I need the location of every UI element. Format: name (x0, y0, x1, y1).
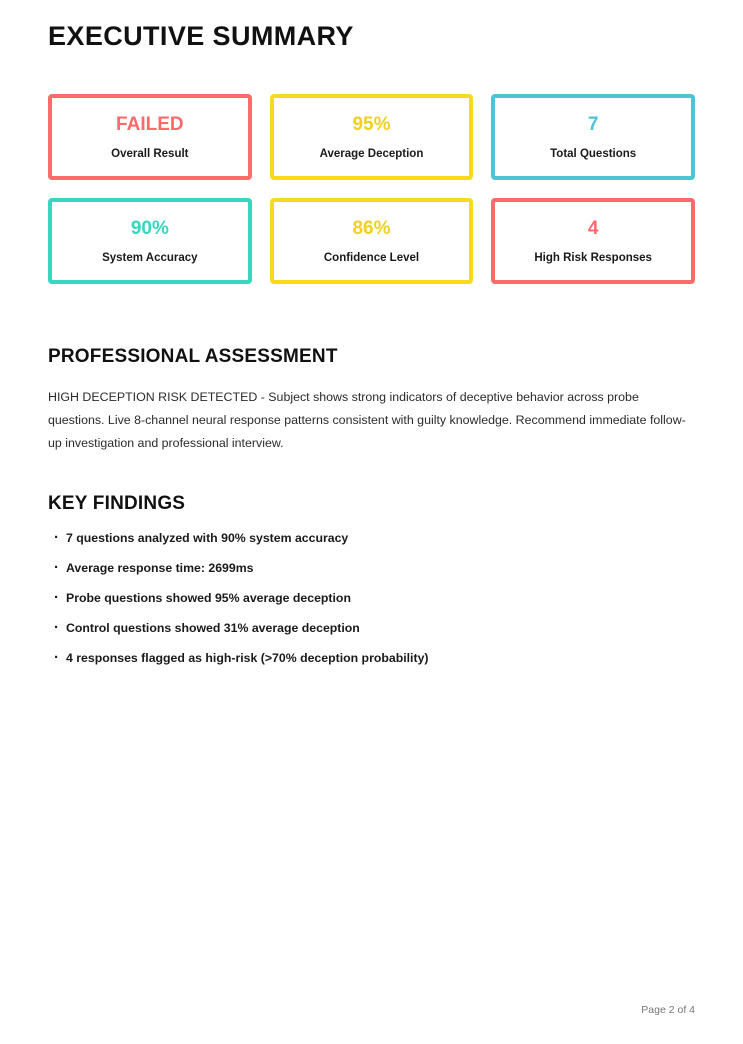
metric-label: High Risk Responses (534, 251, 652, 264)
metric-card-system-accuracy (48, 198, 252, 284)
metric-value: 4 (587, 217, 599, 239)
page-footer: Page 2 of 4 (641, 1004, 695, 1016)
key-findings-section (48, 493, 695, 665)
metric-label: Overall Result (111, 147, 189, 160)
assessment-body: HIGH DECEPTION RISK DETECTED - Subject shows strong indicators of deceptive behavior across probe questions. Live 8-channel neural response patterns consistent with guilty knowledge. Recommend immediate follow-up investigation and professional interview. (48, 390, 686, 451)
page-title: EXECUTIVE SUMMARY (48, 21, 354, 51)
metric-card-high-risk-responses (491, 198, 695, 284)
metric-value: 7 (587, 113, 599, 135)
professional-assessment-section (48, 346, 695, 455)
metric-card-overall-result (48, 94, 252, 180)
list-item: · Probe questions showed 95% average deception (48, 591, 695, 605)
list-item: · 7 questions analyzed with 90% system accuracy (48, 531, 695, 545)
findings-heading: KEY FINDINGS (48, 493, 186, 515)
metric-value: 90% (130, 217, 169, 239)
metric-label: Average Deception (319, 147, 424, 160)
list-item: · Control questions showed 31% average deception (48, 621, 695, 635)
findings-list (48, 531, 695, 665)
metric-value: FAILED (116, 113, 184, 135)
list-item: · 4 responses flagged as high-risk (>70% deception probability) (48, 651, 695, 665)
metric-card-total-questions (491, 94, 695, 180)
metric-label: Confidence Level (323, 251, 420, 264)
metric-label: Total Questions (550, 147, 637, 160)
metric-value: 95% (352, 113, 391, 135)
metric-value: 86% (352, 217, 391, 239)
metric-card-average-deception (270, 94, 474, 180)
metric-label: System Accuracy (102, 251, 198, 264)
metrics-grid (48, 94, 695, 284)
metric-card-confidence-level (270, 198, 474, 284)
assessment-heading: PROFESSIONAL ASSESSMENT (48, 346, 338, 368)
list-item: · Average response time: 2699ms (48, 561, 695, 575)
